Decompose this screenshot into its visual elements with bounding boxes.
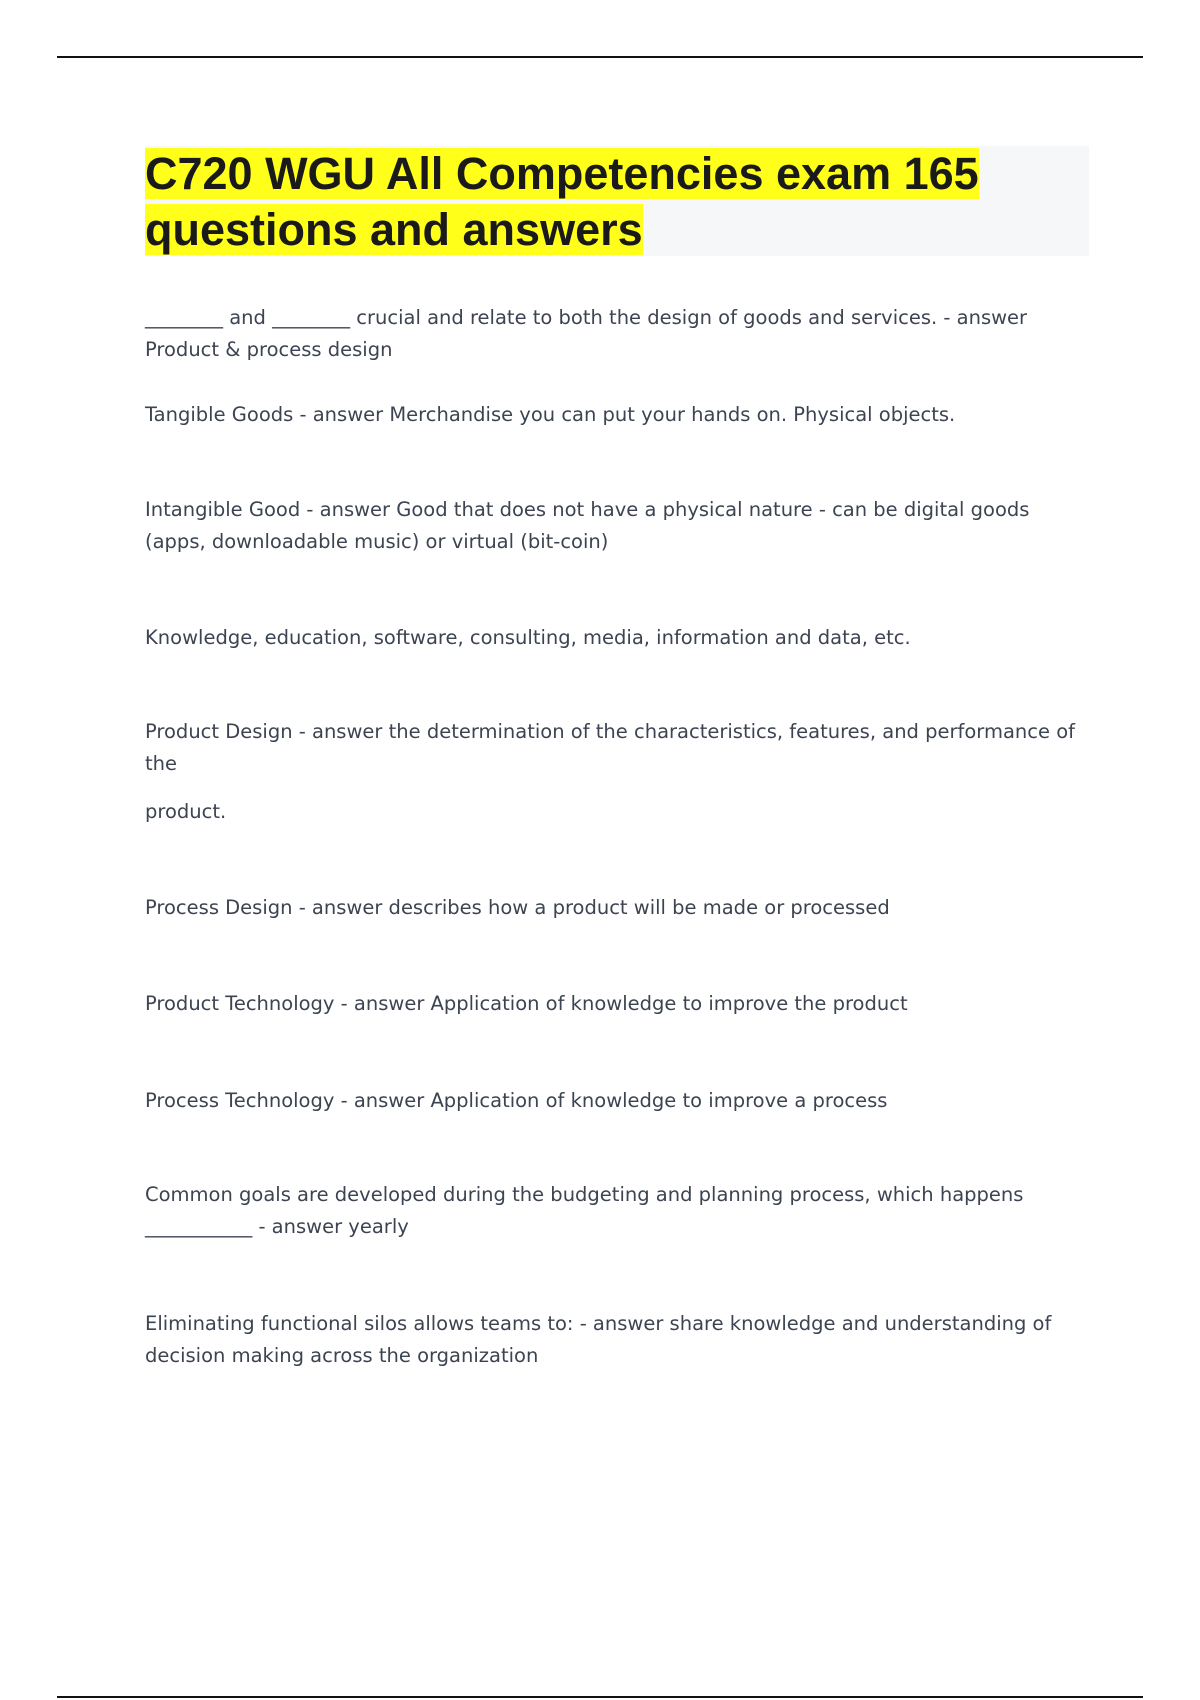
qa-item: ________ and ________ crucial and relate to both the design of goods and services. - answer Product & process design	[145, 306, 1028, 361]
qa-item: Eliminating functional silos allows teams to: - answer share knowledge and understanding of decision making across the organization	[145, 1312, 1052, 1367]
qa-item: Product Design - answer the determination of the characteristics, features, and performance of the	[145, 720, 1076, 775]
qa-item-continuation: product.	[145, 800, 227, 823]
qa-item: Knowledge, education, software, consulting, media, information and data, etc.	[145, 626, 911, 649]
qa-item: Product Technology - answer Application of knowledge to improve the product	[145, 992, 908, 1015]
page-title	[145, 146, 1089, 258]
title-block	[145, 146, 1089, 256]
qa-item: Tangible Goods - answer Merchandise you can put your hands on. Physical objects.	[145, 403, 956, 426]
qa-item: Process Technology - answer Application of knowledge to improve a process	[145, 1089, 888, 1112]
top-rule	[57, 56, 1143, 58]
title-line-2: questions and answers	[145, 204, 643, 255]
title-line-1: C720 WGU All Competencies exam 165	[145, 148, 979, 199]
qa-item: Intangible Good - answer Good that does not have a physical nature - can be digital goods (apps, downloadable music) or virtual (bit-coin)	[145, 498, 1030, 553]
bottom-rule	[57, 1696, 1143, 1698]
qa-item: Common goals are developed during the budgeting and planning process, which happens ___________ - answer yearly	[145, 1183, 1024, 1238]
qa-item: Process Design - answer describes how a product will be made or processed	[145, 896, 890, 919]
